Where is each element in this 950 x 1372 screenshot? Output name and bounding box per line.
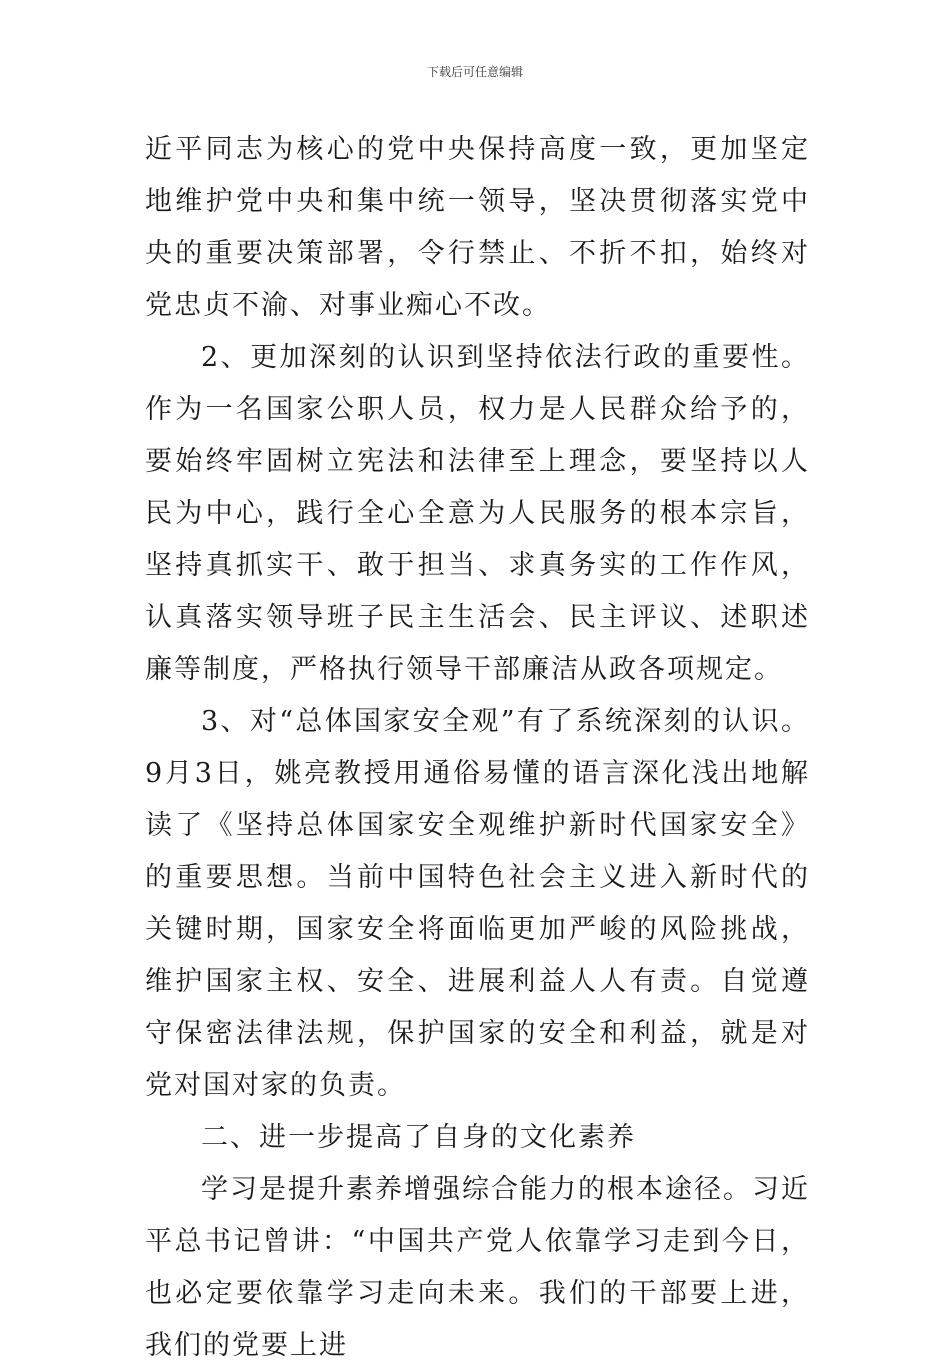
paragraph-point-2: 2、更加深刻的认识到坚持依法行政的重要性。作为一名国家公职人员，权力是人民群众给予的，要始终牢固树立宪法和法律至上理念，要坚持以人民为中心，践行全心全意为人民服务的根本宗旨，坚持真抓实干、敢于担当、求真务实的工作作风，认真落实领导班子民主生活会、民主评议、述职述廉等制度，严格执行领导干部廉洁从政各项规定。	[145, 342, 810, 685]
section-heading-2: 二、进一步提高了自身的文化素养	[201, 1122, 636, 1153]
page-header: 下载后可任意编辑	[426, 65, 523, 79]
paragraph-learning: 学习是提升素养增强综合能力的根本途径。习近平总书记曾讲：“中国共产党人依靠学习走到今日，也必定要依靠学习走向未来。我们的干部要上进，我们的党要上进	[145, 1174, 810, 1361]
document-body	[145, 124, 810, 1372]
paragraph-continuation: 近平同志为核心的党中央保持高度一致，更加坚定地维护党中央和集中统一领导，坚决贯彻落实党中央的重要决策部署，令行禁止、不折不扣，始终对党忠贞不渝、对事业痴心不改。	[145, 134, 810, 321]
paragraph-point-3: 3、对“总体国家安全观”有了系统深刻的认识。9月3日，姚亮教授用通俗易懂的语言深化浅出地解读了《坚持总体国家安全观维护新时代国家安全》的重要思想。当前中国特色社会主义进入新时代的关键时期，国家安全将面临更加严峻的风险挑战，维护国家主权、安全、进展利益人人有责。自觉遵守保密法律法规，保护国家的安全和利益，就是对党对国对家的负责。	[145, 706, 810, 1101]
